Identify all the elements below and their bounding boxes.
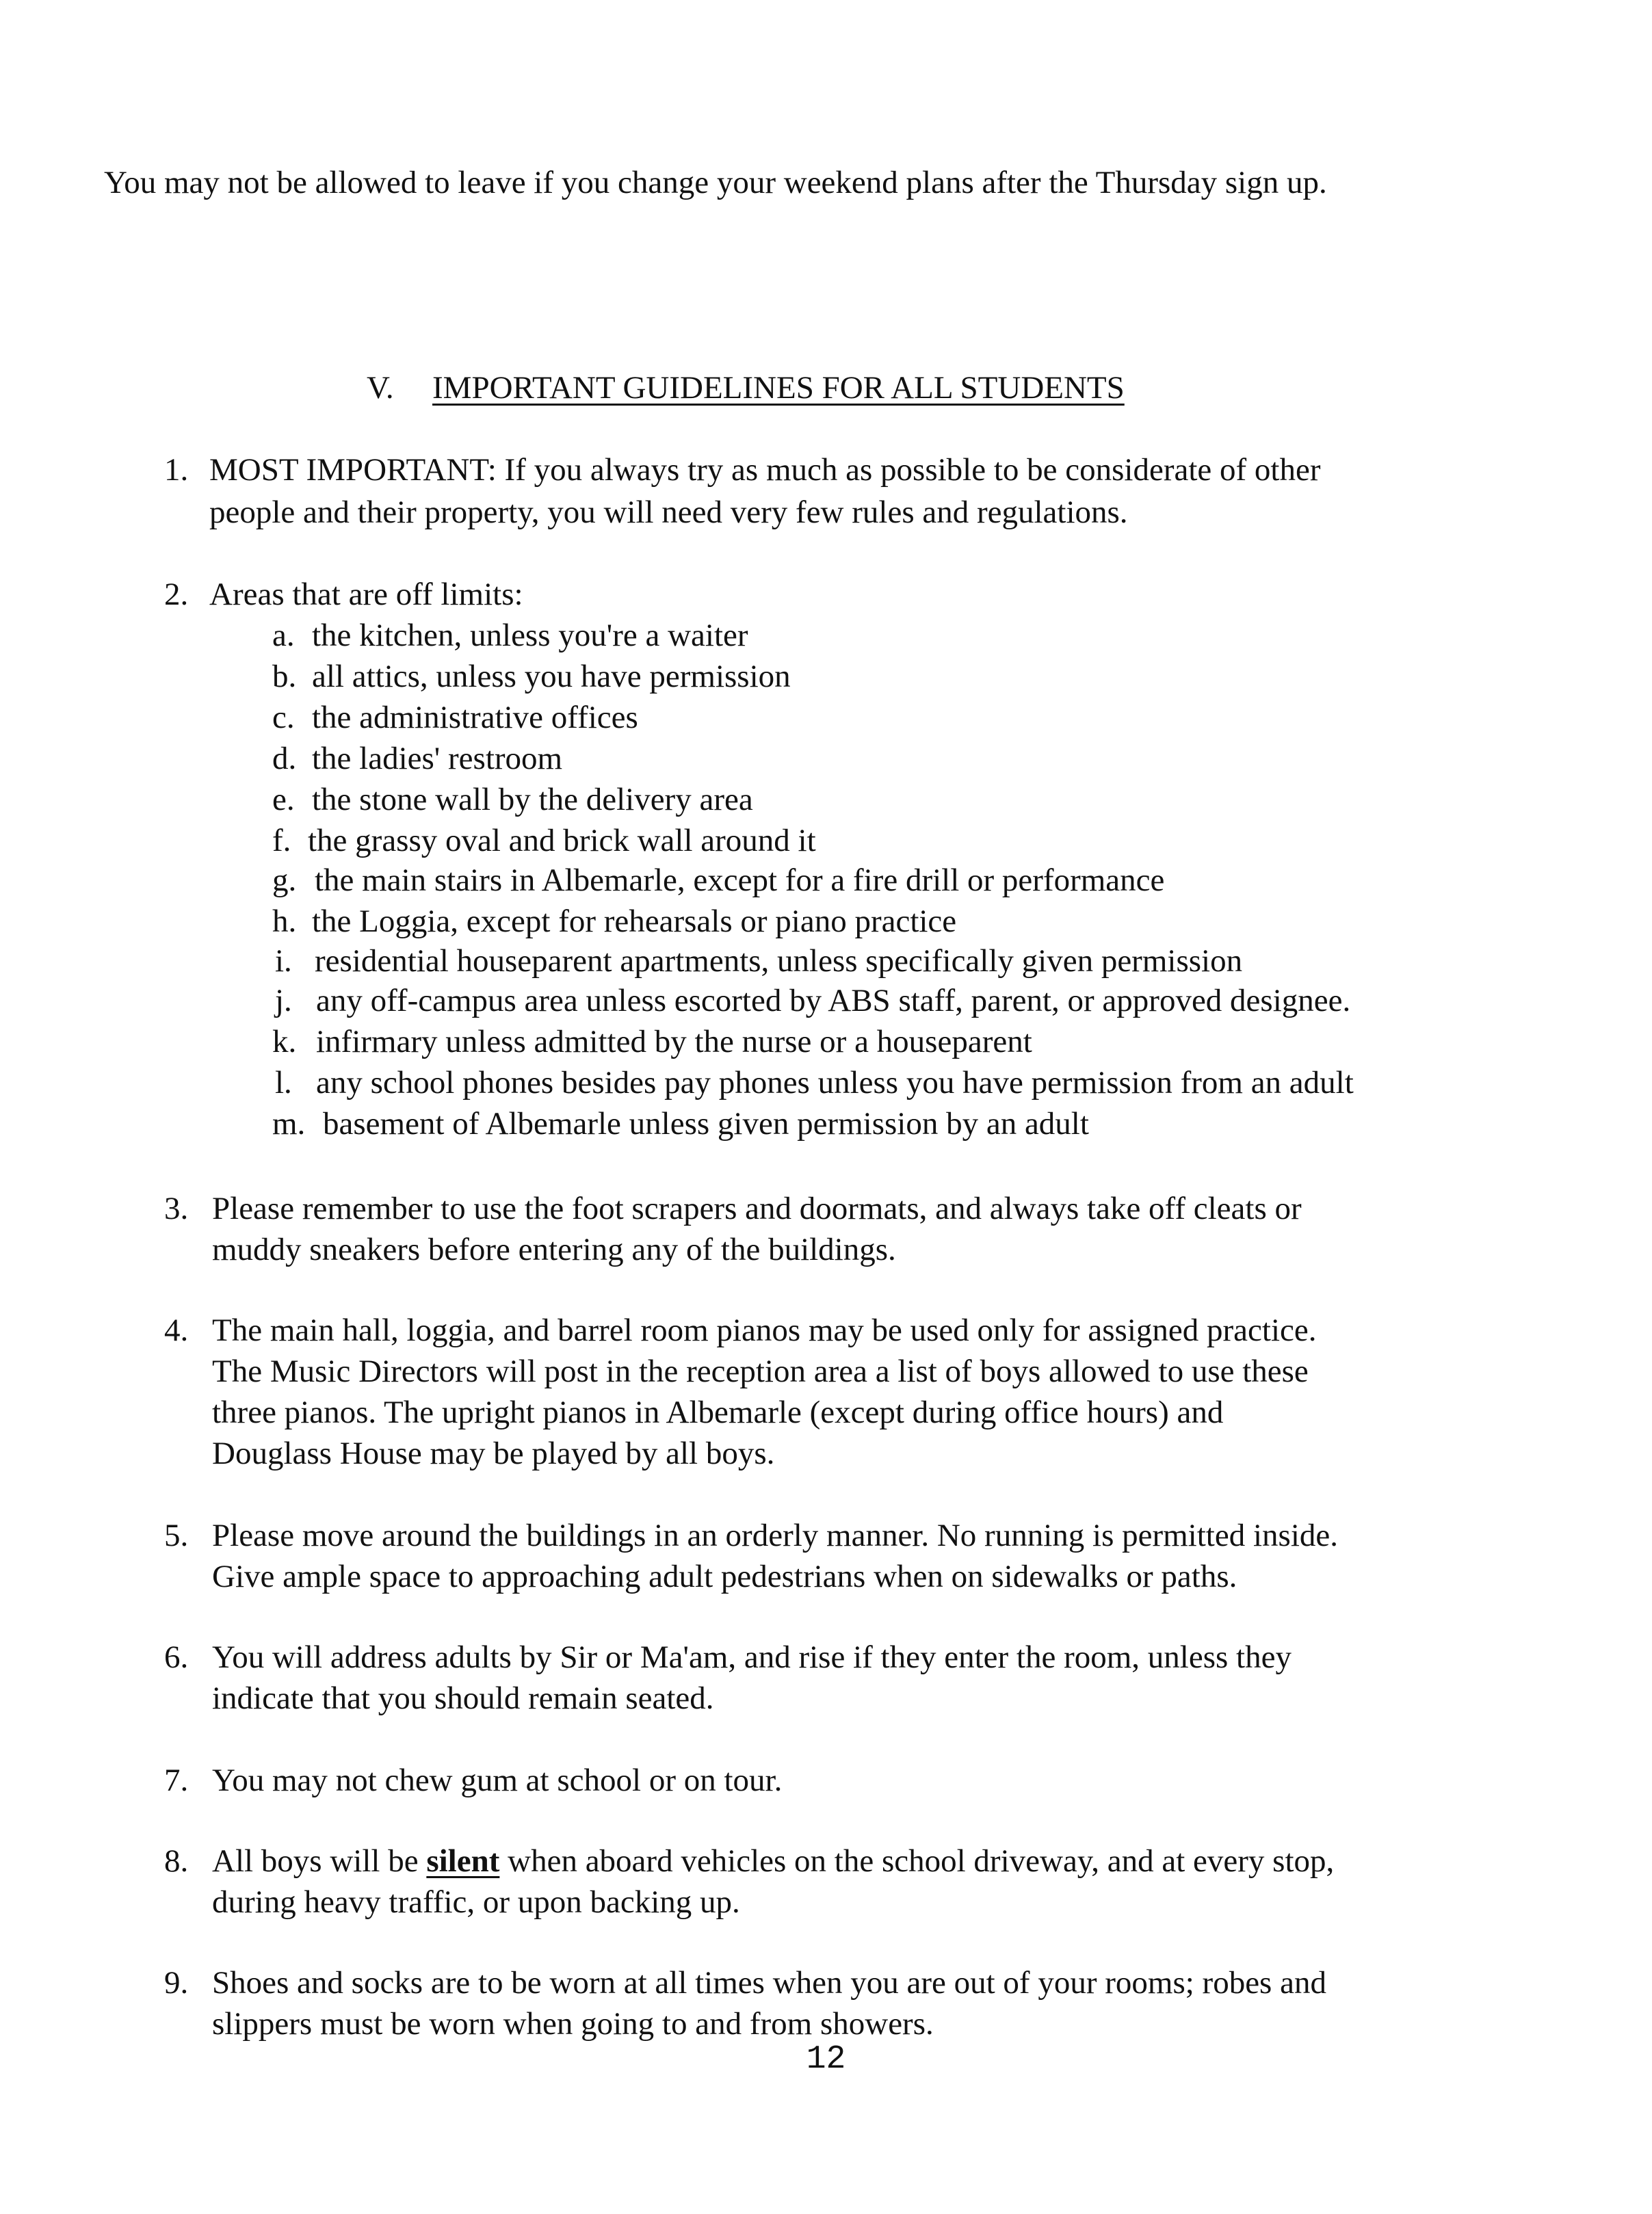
item-text: people and their property, you will need very few rules and regulations. xyxy=(209,495,1128,530)
subitem-text: any school phones besides pay phones unless you have permission from an adult xyxy=(316,1065,1354,1101)
item-text: Douglass House may be played by all boys. xyxy=(212,1436,775,1471)
subitem-text: all attics, unless you have permission xyxy=(312,659,791,694)
item-text: during heavy traffic, or upon backing up. xyxy=(212,1884,740,1920)
subitem-letter: b. xyxy=(272,659,297,694)
item-text: Areas that are off limits: xyxy=(209,577,523,612)
subitem-letter: k. xyxy=(272,1024,297,1059)
item-number: 2. xyxy=(164,577,189,612)
subitem-text: the kitchen, unless you're a waiter xyxy=(312,618,748,653)
item-text: muddy sneakers before entering any of the buildings. xyxy=(212,1232,896,1267)
subitem-letter: i. xyxy=(275,943,292,979)
item-text: indicate that you should remain seated. xyxy=(212,1681,714,1716)
subitem-text: any off-campus area unless escorted by ABS staff, parent, or approved designee. xyxy=(316,983,1351,1018)
subitem-letter: d. xyxy=(272,741,297,776)
subitem-text: the grassy oval and brick wall around it xyxy=(308,823,816,858)
subitem-text: the administrative offices xyxy=(312,700,638,735)
item-text: You will address adults by Sir or Ma'am, and rise if they enter the room, unless they xyxy=(212,1639,1292,1675)
item-text xyxy=(212,1840,1334,1882)
item-text: Shoes and socks are to be worn at all times when you are out of your rooms; robes and xyxy=(212,1965,1326,2001)
subitem-letter: f. xyxy=(272,823,291,858)
subitem-text: basement of Albemarle unless given permission by an adult xyxy=(323,1106,1089,1142)
section-title: IMPORTANT GUIDELINES FOR ALL STUDENTS xyxy=(432,370,1125,406)
item-text: slippers must be worn when going to and from showers. xyxy=(212,2006,934,2042)
item-text: The main hall, loggia, and barrel room pianos may be used only for assigned practice. xyxy=(212,1313,1317,1348)
item-text: MOST IMPORTANT: If you always try as much as possible to be considerate of other xyxy=(209,452,1321,488)
item-number: 6. xyxy=(164,1639,189,1675)
subitem-letter: m. xyxy=(272,1106,306,1142)
item-number: 4. xyxy=(164,1313,189,1348)
section-heading xyxy=(367,367,1125,409)
item-number: 1. xyxy=(164,452,189,488)
item-text: three pianos. The upright pianos in Albemarle (except during office hours) and xyxy=(212,1395,1224,1430)
item-text: Give ample space to approaching adult pedestrians when on sidewalks or paths. xyxy=(212,1559,1237,1594)
item-number: 9. xyxy=(164,1965,189,2001)
subitem-letter: l. xyxy=(275,1065,292,1101)
item-text: You may not chew gum at school or on tour. xyxy=(212,1763,783,1798)
item-number: 3. xyxy=(164,1191,189,1226)
subitem-letter: e. xyxy=(272,782,295,817)
subitem-text: the stone wall by the delivery area xyxy=(312,782,753,817)
item-text-before: All boys will be xyxy=(212,1843,427,1879)
subitem-letter: g. xyxy=(272,862,297,898)
subitem-text: residential houseparent apartments, unless specifically given permission xyxy=(315,943,1243,979)
subitem-letter: c. xyxy=(272,700,295,735)
subitem-text: the ladies' restroom xyxy=(312,741,563,776)
item-number: 5. xyxy=(164,1518,189,1553)
subitem-text: the main stairs in Albemarle, except for a fire drill or performance xyxy=(315,862,1165,898)
intro-paragraph: You may not be allowed to leave if you change your weekend plans after the Thursday sign up. xyxy=(104,165,1327,200)
subitem-letter: h. xyxy=(272,904,297,939)
subitem-text: the Loggia, except for rehearsals or piano practice xyxy=(312,904,957,939)
item-number: 7. xyxy=(164,1763,189,1798)
item-number: 8. xyxy=(164,1843,189,1879)
item-text: The Music Directors will post in the reception area a list of boys allowed to use these xyxy=(212,1354,1309,1389)
subitem-letter: a. xyxy=(272,618,295,653)
item-text: Please remember to use the foot scrapers and doormats, and always take off cleats or xyxy=(212,1191,1302,1226)
item-text-after: when aboard vehicles on the school driveway, and at every stop, xyxy=(499,1843,1335,1879)
subitem-text: infirmary unless admitted by the nurse or a houseparent xyxy=(316,1024,1032,1059)
item-text: Please move around the buildings in an orderly manner. No running is permitted inside. xyxy=(212,1518,1338,1553)
subitem-letter: j. xyxy=(275,983,292,1018)
page-number: 12 xyxy=(806,2041,846,2078)
section-number: V. xyxy=(367,370,394,406)
emphasized-word: silent xyxy=(426,1843,500,1879)
